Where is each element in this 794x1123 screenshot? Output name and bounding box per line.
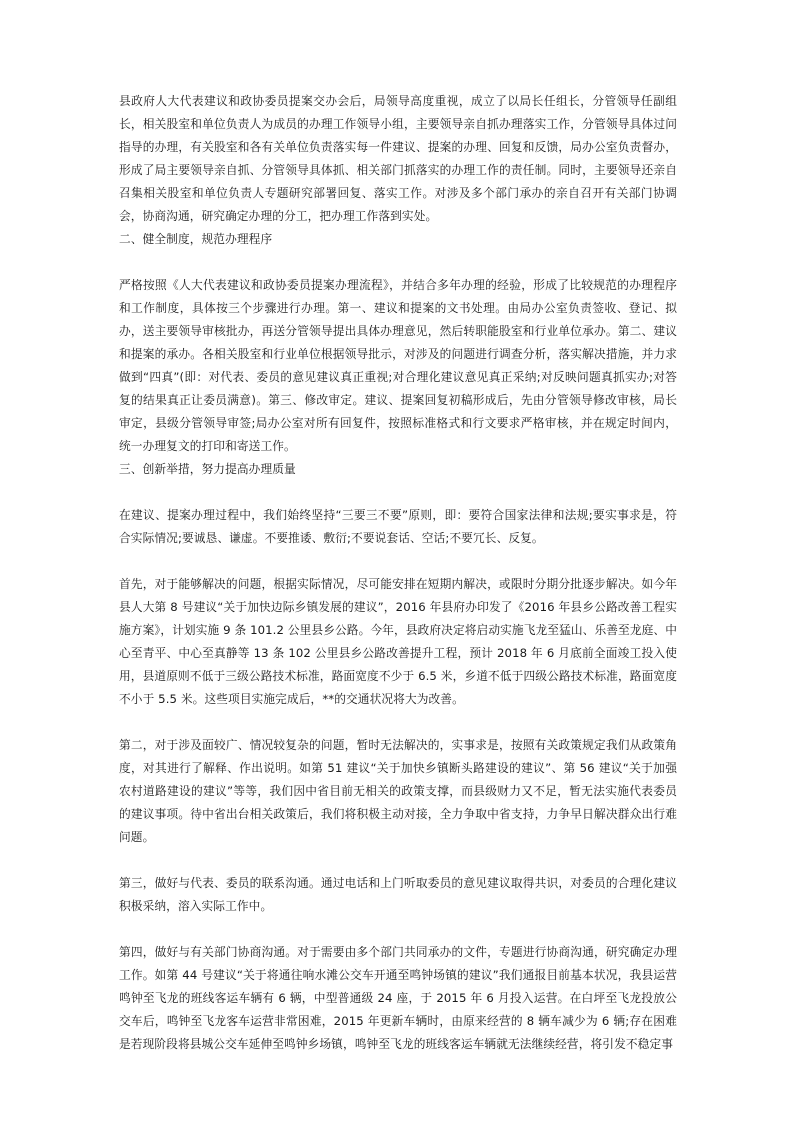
paragraph-principles: 在建议、提案办理过程中，我们始终坚持“三要三不要”原则，即：要符合国家法律和法规;要实事求是，符合实际情况;要诚恳、谦虚。不要推诿、敷衍;不要说套话、空话;不要冗长、反复。 [119,508,677,545]
section-heading-3: 三、创新举措，努力提高办理质量 [119,462,296,476]
paragraph-fourth: 第四，做好与有关部门协商沟通。对于需要由多个部门共同承办的文件，专题进行协商沟通，研究确定办理工作。如第 44 号建议“关于将通往响水滩公交车开通至鸣钟场镇的建议”我们通报目前基本状况，我县运营鸣钟至飞龙的班线客运车辆有 6 辆，中型普通级 24 座，于 2015 年 6 月投入运营。在白坪至飞龙投放公交车后，鸣钟至飞龙客车运营非常困难，2015 年更新车辆时，由原来经营的 8 辆车减少为 6 辆;存在困难是若现阶段将县城公交车延伸至鸣钟乡场镇，鸣钟至飞龙的班线客运车辆就无法继续经营，将引发不稳定事 [119,945,677,1051]
section-heading-2: 二、健全制度，规范办理程序 [119,232,273,246]
paragraph-third: 第三，做好与代表、委员的联系沟通。通过电话和上门听取委员的意见建议取得共识，对委员的合理化建议积极采纳，溶入实际工作中。 [119,876,677,913]
paragraph-procedure: 严格按照《人大代表建议和政协委员提案办理流程》，并结合多年办理的经验，形成了比较规范的办理程序和工作制度，具体按三个步骤进行办理。第一、建议和提案的文书处理。由局办公室负责签收、登记、拟办，送主要领导审核批办，再送分管领导提出具体办理意见，然后转职能股室和行业单位承办。第二、建议和提案的承办。各相关股室和行业单位根据领导批示，对涉及的问题进行调查分析，落实解决措施，并力求做到“四真”(即：对代表、委员的意见建议真正重视;对合理化建议意见真正采纳;对反映问题真抓实办;对答复的结果真正让委员满意)。第三、修改审定。建议、提案回复初稿形成后，先由分管领导修改审核，局长审定，县级分管领导审签;局办公室对所有回复件，按照标准格式和行文要求严格审核，并在规定时间内，统一办理复文的打印和寄送工作。 [119,278,677,453]
paragraph-second: 第二，对于涉及面较广、情况较复杂的问题，暂时无法解决的，实事求是，按照有关政策规定我们从政策角度，对其进行了解释、作出说明。如第 51 建议“关于加快乡镇断头路建设的建议”、第 56 建议“关于加强农村道路建设的建议”等等，我们因中省目前无相关的政策支撑，而县级财力又不足，暂无法实施代表委员的建议事项。待中省出台相关政策后，我们将积极主动对接，全力争取中省支持，力争早日解决群众出行难问题。 [119,738,677,844]
document-page [119,90,677,1056]
paragraph-first: 首先，对于能够解决的问题，根据实际情况，尽可能安排在短期内解决，或限时分期分批逐步解决。如今年县人大第 8 号建议“关于加快边际乡镇发展的建议”，2016 年县府办印发了《2016 年县乡公路改善工程实施方案》，计划实施 9 条 101.2 公里县乡公路。今年，县政府决定将启动实施飞龙至猛山、乐善至龙庭、中心至青平、中心至真静等 13 条 102 公里县乡公路改善提升工程，预计 2018 年 6 月底前全面竣工投入使用，县道原则不低于三级公路技术标准，路面宽度不少于 6.5 米，乡道不低于四级公路技术标准，路面宽度不小于 5.5 米。这些项目实施完成后，**的交通状况将大为改善。 [119,577,677,706]
paragraph-responsibility: 县政府人大代表建议和政协委员提案交办会后，局领导高度重视，成立了以局长任组长，分管领导任副组长，相关股室和单位负责人为成员的办理工作领导小组，主要领导亲自抓办理落实工作，分管领导具体过问指导的办理，有关股室和各有关单位负责落实每一件建议、提案的办理、回复和反馈，局办公室负责督办，形成了局主要领导亲自抓、分管领导具体抓、相关部门抓落实的办理工作的责任制。同时，主要领导还亲自召集相关股室和单位负责人专题研究部署回复、落实工作。对涉及多个部门承办的亲自召开有关部门协调会，协商沟通，研究确定办理的分工，把办理工作落到实处。 [119,94,677,223]
